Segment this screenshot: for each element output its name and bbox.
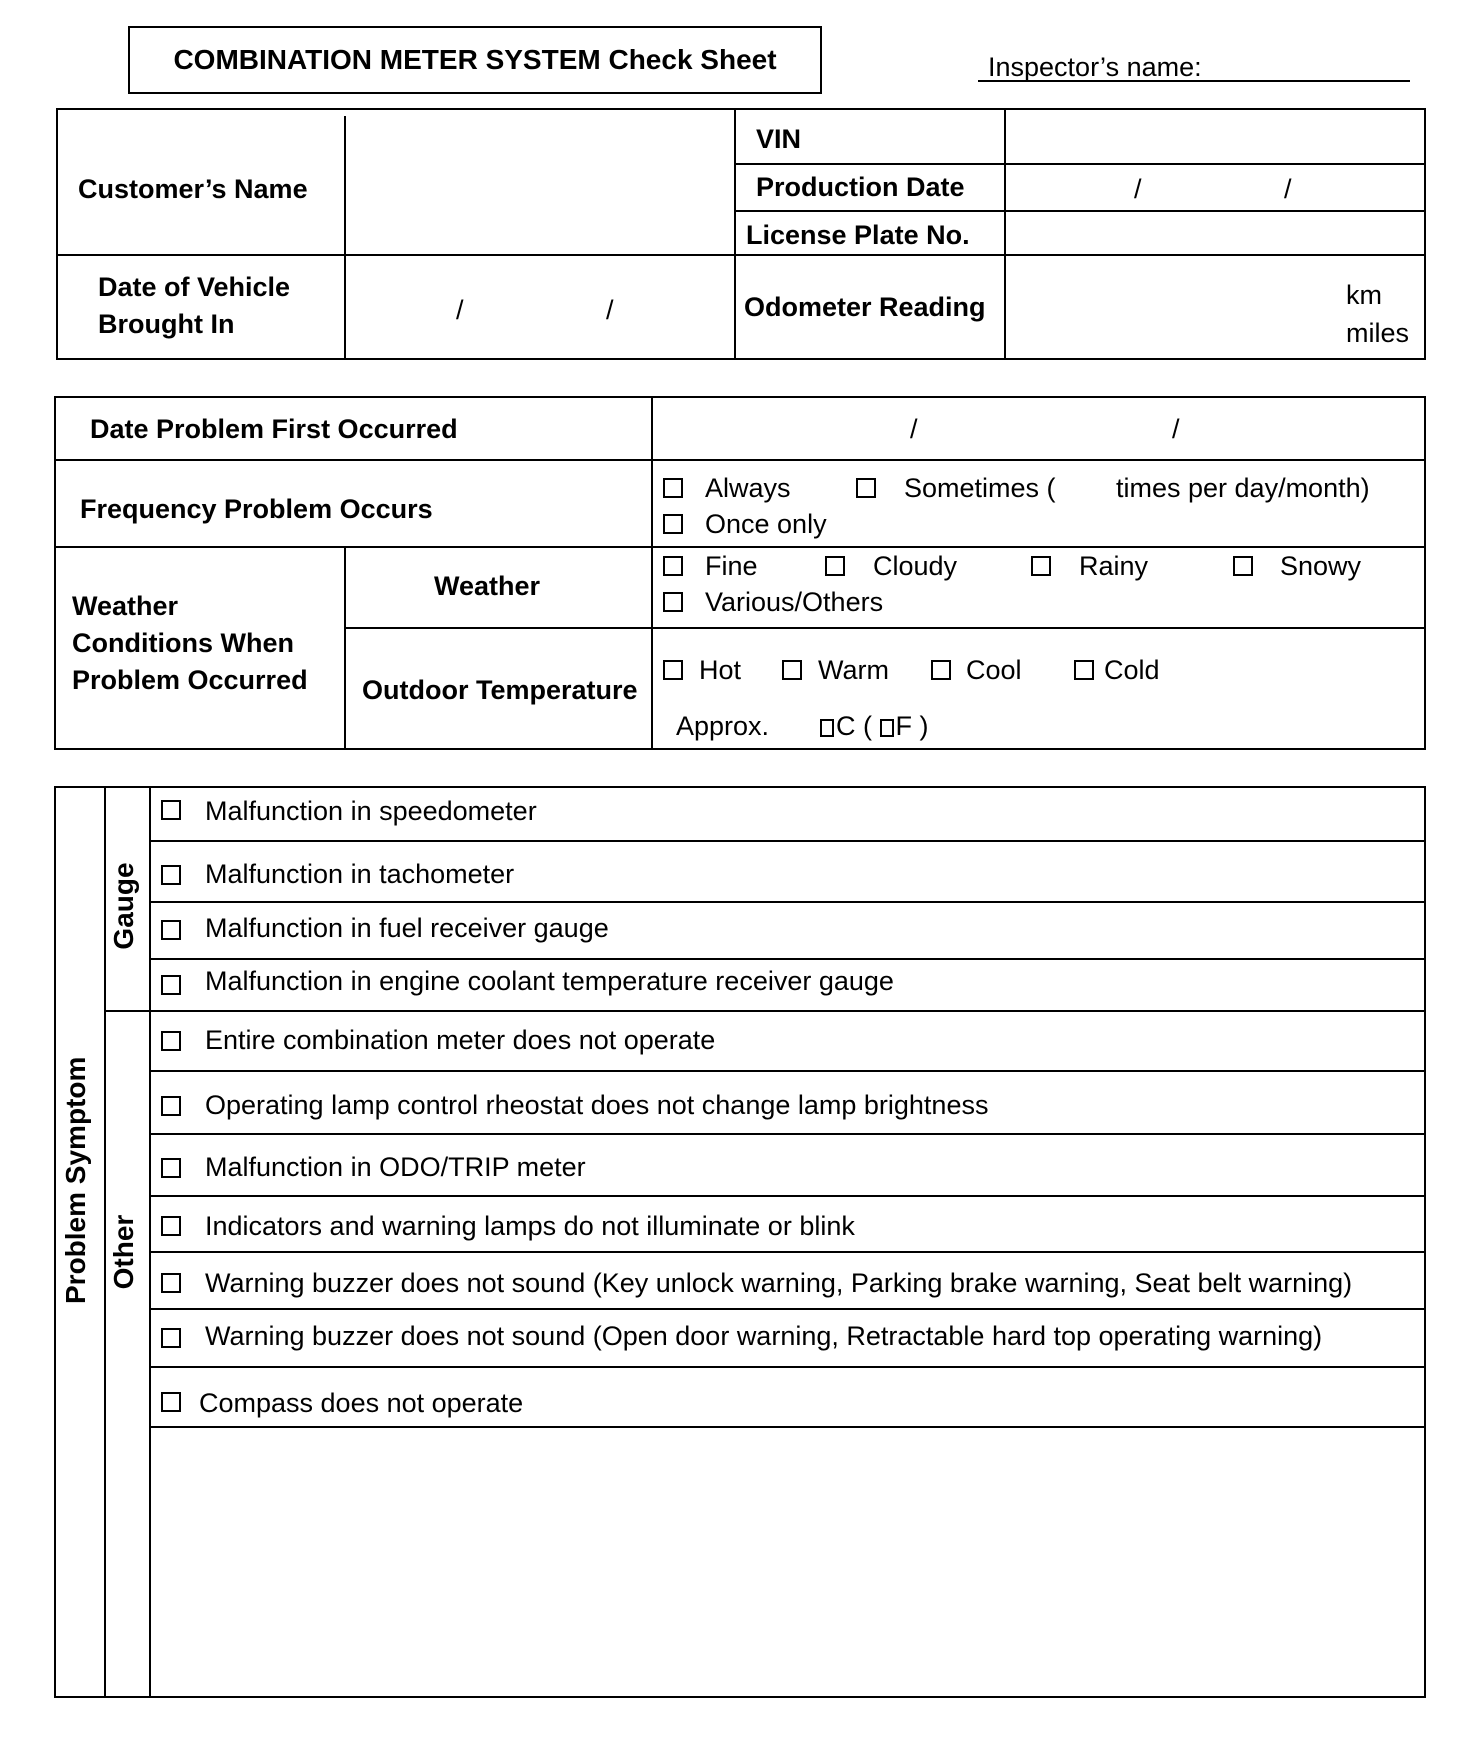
vin-field[interactable] <box>1008 110 1424 162</box>
weather-snowy-checkbox[interactable] <box>1233 556 1253 576</box>
problem-symptom-label: Problem Symptom <box>60 1056 91 1304</box>
once-only-checkbox[interactable] <box>663 514 683 534</box>
production-date-separator-1: / <box>1134 174 1142 204</box>
weather-label: Weather <box>434 571 541 601</box>
always-label: Always <box>705 473 791 503</box>
weather-various-checkbox[interactable] <box>663 592 683 612</box>
weather-various-label: Various/Others <box>705 587 884 617</box>
compass-checkbox[interactable] <box>161 1392 181 1412</box>
production-date-separator-2: / <box>1284 174 1292 204</box>
temp-hot-checkbox[interactable] <box>663 660 683 680</box>
weather-cloudy-checkbox[interactable] <box>825 556 845 576</box>
weather-group-label-line1: Weather <box>72 591 179 621</box>
odometer-unit-km: km <box>1346 280 1382 310</box>
weather-group-label-line2: Conditions When <box>72 628 294 658</box>
symptom-tachometer: Malfunction in tachometer <box>205 859 515 889</box>
degree-symbol-icon <box>880 719 894 737</box>
temp-warm-label: Warm <box>818 655 889 685</box>
frequency-label: Frequency Problem Occurs <box>80 494 433 524</box>
sometimes-checkbox[interactable] <box>856 478 876 498</box>
page-title: COMBINATION METER SYSTEM Check Sheet <box>173 44 777 75</box>
symptom-indicators: Indicators and warning lamps do not illuminate or blink <box>205 1211 855 1241</box>
degree-symbol-icon <box>820 719 834 737</box>
additional-notes-area[interactable] <box>152 1430 1424 1696</box>
date-brought-in-label-line2: Brought In <box>98 309 235 339</box>
tachometer-checkbox[interactable] <box>161 865 181 885</box>
other-label: Other <box>108 1214 139 1290</box>
buzzer-key-checkbox[interactable] <box>161 1273 181 1293</box>
temp-cold-label: Cold <box>1104 655 1160 685</box>
unit-f-label: F ) <box>895 711 929 741</box>
inspector-name-field[interactable] <box>978 80 1410 82</box>
odometer-unit-miles: miles <box>1346 318 1410 348</box>
weather-rainy-checkbox[interactable] <box>1031 556 1051 576</box>
weather-snowy-label: Snowy <box>1280 551 1362 581</box>
once-only-label: Once only <box>705 509 827 539</box>
temp-cool-checkbox[interactable] <box>931 660 951 680</box>
license-plate-field[interactable] <box>1008 212 1424 252</box>
symptom-entire-meter: Entire combination meter does not operate <box>205 1025 716 1055</box>
approx-label: Approx. <box>676 711 770 741</box>
license-plate-label: License Plate No. <box>746 220 970 250</box>
date-brought-in-label-line1: Date of Vehicle <box>98 272 291 302</box>
weather-cloudy-label: Cloudy <box>873 551 958 581</box>
temperature-unit <box>820 713 929 740</box>
production-date-label: Production Date <box>756 172 965 202</box>
rheostat-checkbox[interactable] <box>161 1096 181 1116</box>
buzzer-door-checkbox[interactable] <box>161 1328 181 1348</box>
times-per-label: times per day/month) <box>1116 473 1370 503</box>
fuel-gauge-checkbox[interactable] <box>161 920 181 940</box>
odo-trip-checkbox[interactable] <box>161 1158 181 1178</box>
gauge-label: Gauge <box>108 862 139 950</box>
indicators-checkbox[interactable] <box>161 1216 181 1236</box>
date-brought-in-separator-2: / <box>606 295 614 325</box>
symptom-coolant-gauge: Malfunction in engine coolant temperature receiver gauge <box>205 966 894 996</box>
temp-warm-checkbox[interactable] <box>782 660 802 680</box>
symptom-compass: Compass does not operate <box>199 1388 524 1418</box>
weather-fine-checkbox[interactable] <box>663 556 683 576</box>
symptom-fuel-gauge: Malfunction in fuel receiver gauge <box>205 913 609 943</box>
sometimes-label: Sometimes ( <box>904 473 1056 503</box>
unit-c-label: C ( <box>836 711 872 741</box>
vin-label: VIN <box>756 124 802 154</box>
coolant-gauge-checkbox[interactable] <box>161 975 181 995</box>
customer-name-label: Customer’s Name <box>78 174 308 204</box>
symptom-speedometer: Malfunction in speedometer <box>205 796 537 826</box>
temp-cold-checkbox[interactable] <box>1074 660 1094 680</box>
date-first-occurred-label: Date Problem First Occurred <box>90 414 458 444</box>
date-first-occurred-separator-2: / <box>1172 414 1180 444</box>
date-first-occurred-separator-1: / <box>910 414 918 444</box>
customer-name-field[interactable] <box>348 116 732 252</box>
weather-fine-label: Fine <box>705 551 758 581</box>
symptom-rheostat: Operating lamp control rheostat does not change lamp brightness <box>205 1090 989 1120</box>
temp-hot-label: Hot <box>699 655 742 685</box>
always-checkbox[interactable] <box>663 478 683 498</box>
outdoor-temperature-label: Outdoor Temperature <box>362 675 638 705</box>
date-brought-in-separator-1: / <box>456 295 464 325</box>
symptom-buzzer-key: Warning buzzer does not sound (Key unlock warning, Parking brake warning, Seat belt warning) <box>205 1268 1353 1298</box>
temp-cool-label: Cool <box>966 655 1022 685</box>
speedometer-checkbox[interactable] <box>161 800 181 820</box>
weather-group-label-line3: Problem Occurred <box>72 665 308 695</box>
weather-rainy-label: Rainy <box>1079 551 1149 581</box>
odometer-label: Odometer Reading <box>744 292 986 322</box>
entire-meter-checkbox[interactable] <box>161 1031 181 1051</box>
symptom-buzzer-door: Warning buzzer does not sound (Open door warning, Retractable hard top operating warning) <box>205 1321 1323 1351</box>
symptom-odo-trip: Malfunction in ODO/TRIP meter <box>205 1152 586 1182</box>
inspector-name-label: Inspector’s name: <box>988 52 1202 82</box>
